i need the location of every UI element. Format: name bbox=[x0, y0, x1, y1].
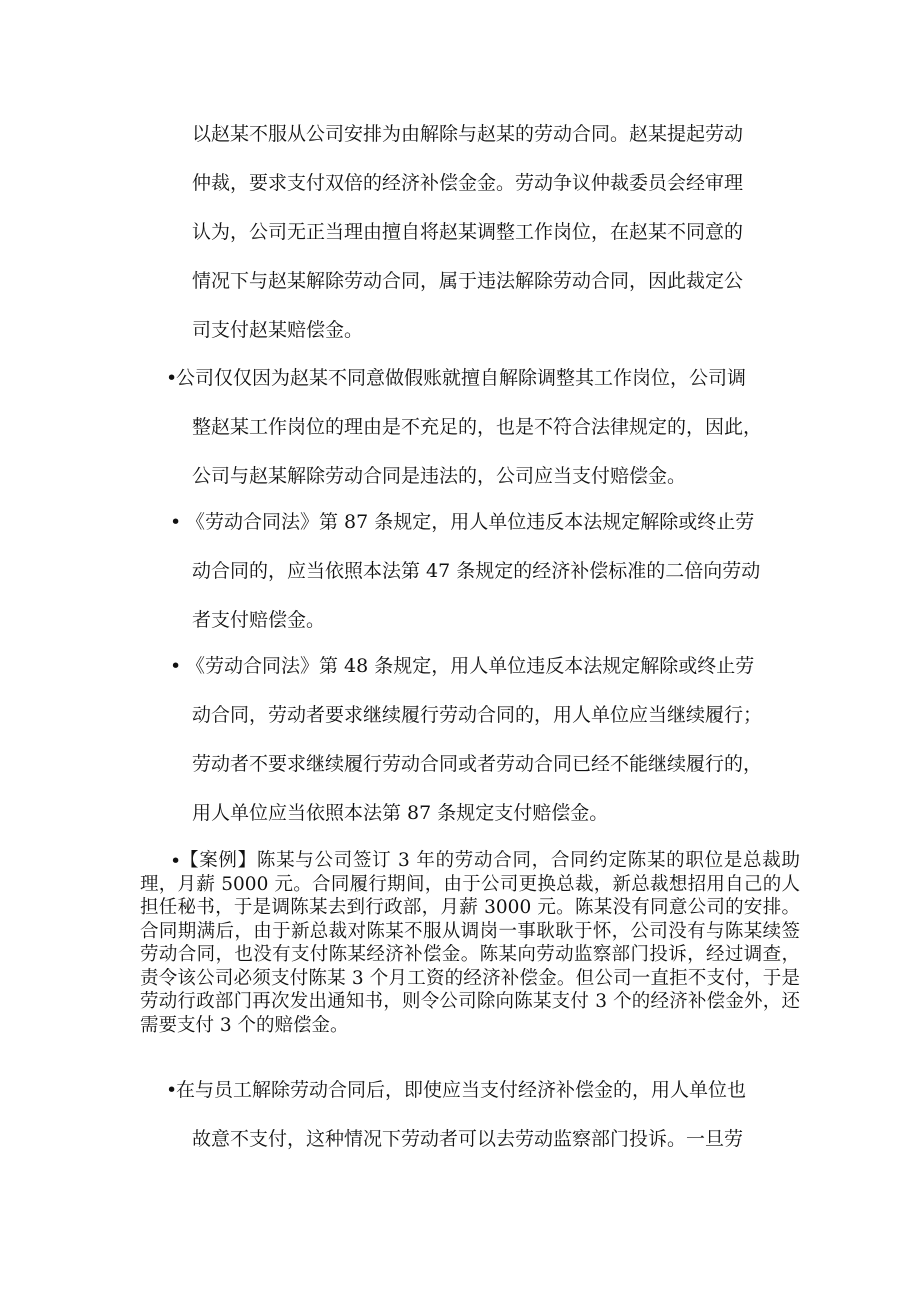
text-line: 劳动者不要求继续履行劳动合同或者劳动合同已经不能继续履行的， bbox=[192, 753, 763, 775]
text-line: 仲裁，要求支付双倍的经济补偿金金。劳动争议仲裁委员会经审理 bbox=[192, 172, 744, 194]
text-line: 司支付赵某赔偿金。 bbox=[192, 319, 364, 341]
text-line: 公司与赵某解除劳动合同是违法的，公司应当支付赔偿金。 bbox=[192, 465, 687, 487]
bullet-icon: • bbox=[170, 850, 182, 872]
text-line: 者支付赔偿金。 bbox=[192, 609, 326, 631]
case-paragraph: 【案例】陈某与公司签订 3 年的劳动合同，合同约定陈某的职位是总裁助理，月薪 5000 元。合同履行期间，由于公司更换总裁，新总裁想招用自己的人担任秘书，于是调陈某去到行政部，月薪 3000 元。陈某没有同意公司的安排。合同期满后，由于新总裁对陈某不服从调岗一事耿耿于怀，公司没有与陈某续签劳动合同，也没有支付陈某经济补偿金。陈某向劳动监察部门投诉，经过调查，责令该公司必须支付陈某 3 个月工资的经济补偿金。但公司一直拒不支付，于是劳动行政部门再次发出通知书，则令公司除向陈某支付 3 个的经济补偿金外，还需要支付 3 个的赔偿金。 bbox=[140, 850, 800, 1036]
bullet-icon: • bbox=[170, 655, 182, 677]
text-line: 动合同，劳动者要求继续履行劳动合同的，用人单位应当继续履行； bbox=[192, 704, 763, 726]
text-line: 故意不支付，这种情况下劳动者可以去劳动监察部门投诉。一旦劳 bbox=[192, 1128, 744, 1150]
text-line: 认为，公司无正当理由擅自将赵某调整工作岗位，在赵某不同意的 bbox=[192, 221, 744, 243]
text-line: 以赵某不服从公司安排为由解除与赵某的劳动合同。赵某提起劳动 bbox=[192, 123, 744, 145]
bullet-icon: • bbox=[166, 367, 178, 389]
text-line: 用人单位应当依照本法第 87 条规定支付赔偿金。 bbox=[192, 802, 609, 824]
bullet-icon: • bbox=[166, 1079, 178, 1101]
text-line: 公司仅仅因为赵某不同意做假账就擅自解除调整其工作岗位，公司调 bbox=[176, 367, 747, 389]
text-line: 《劳动合同法》第 87 条规定，用人单位违反本法规定解除或终止劳 bbox=[186, 511, 755, 533]
text-line: 动合同的，应当依照本法第 47 条规定的经济补偿标准的二倍向劳动 bbox=[192, 560, 761, 582]
text-line: 整赵某工作岗位的理由是不充足的，也是不符合法律规定的，因此， bbox=[192, 416, 763, 438]
text-line: 情况下与赵某解除劳动合同，属于违法解除劳动合同，因此裁定公 bbox=[192, 270, 744, 292]
text-line: 在与员工解除劳动合同后，即使应当支付经济补偿金的，用人单位也 bbox=[176, 1079, 747, 1101]
text-line: 《劳动合同法》第 48 条规定，用人单位违反本法规定解除或终止劳 bbox=[186, 655, 755, 677]
bullet-icon: • bbox=[170, 511, 182, 533]
